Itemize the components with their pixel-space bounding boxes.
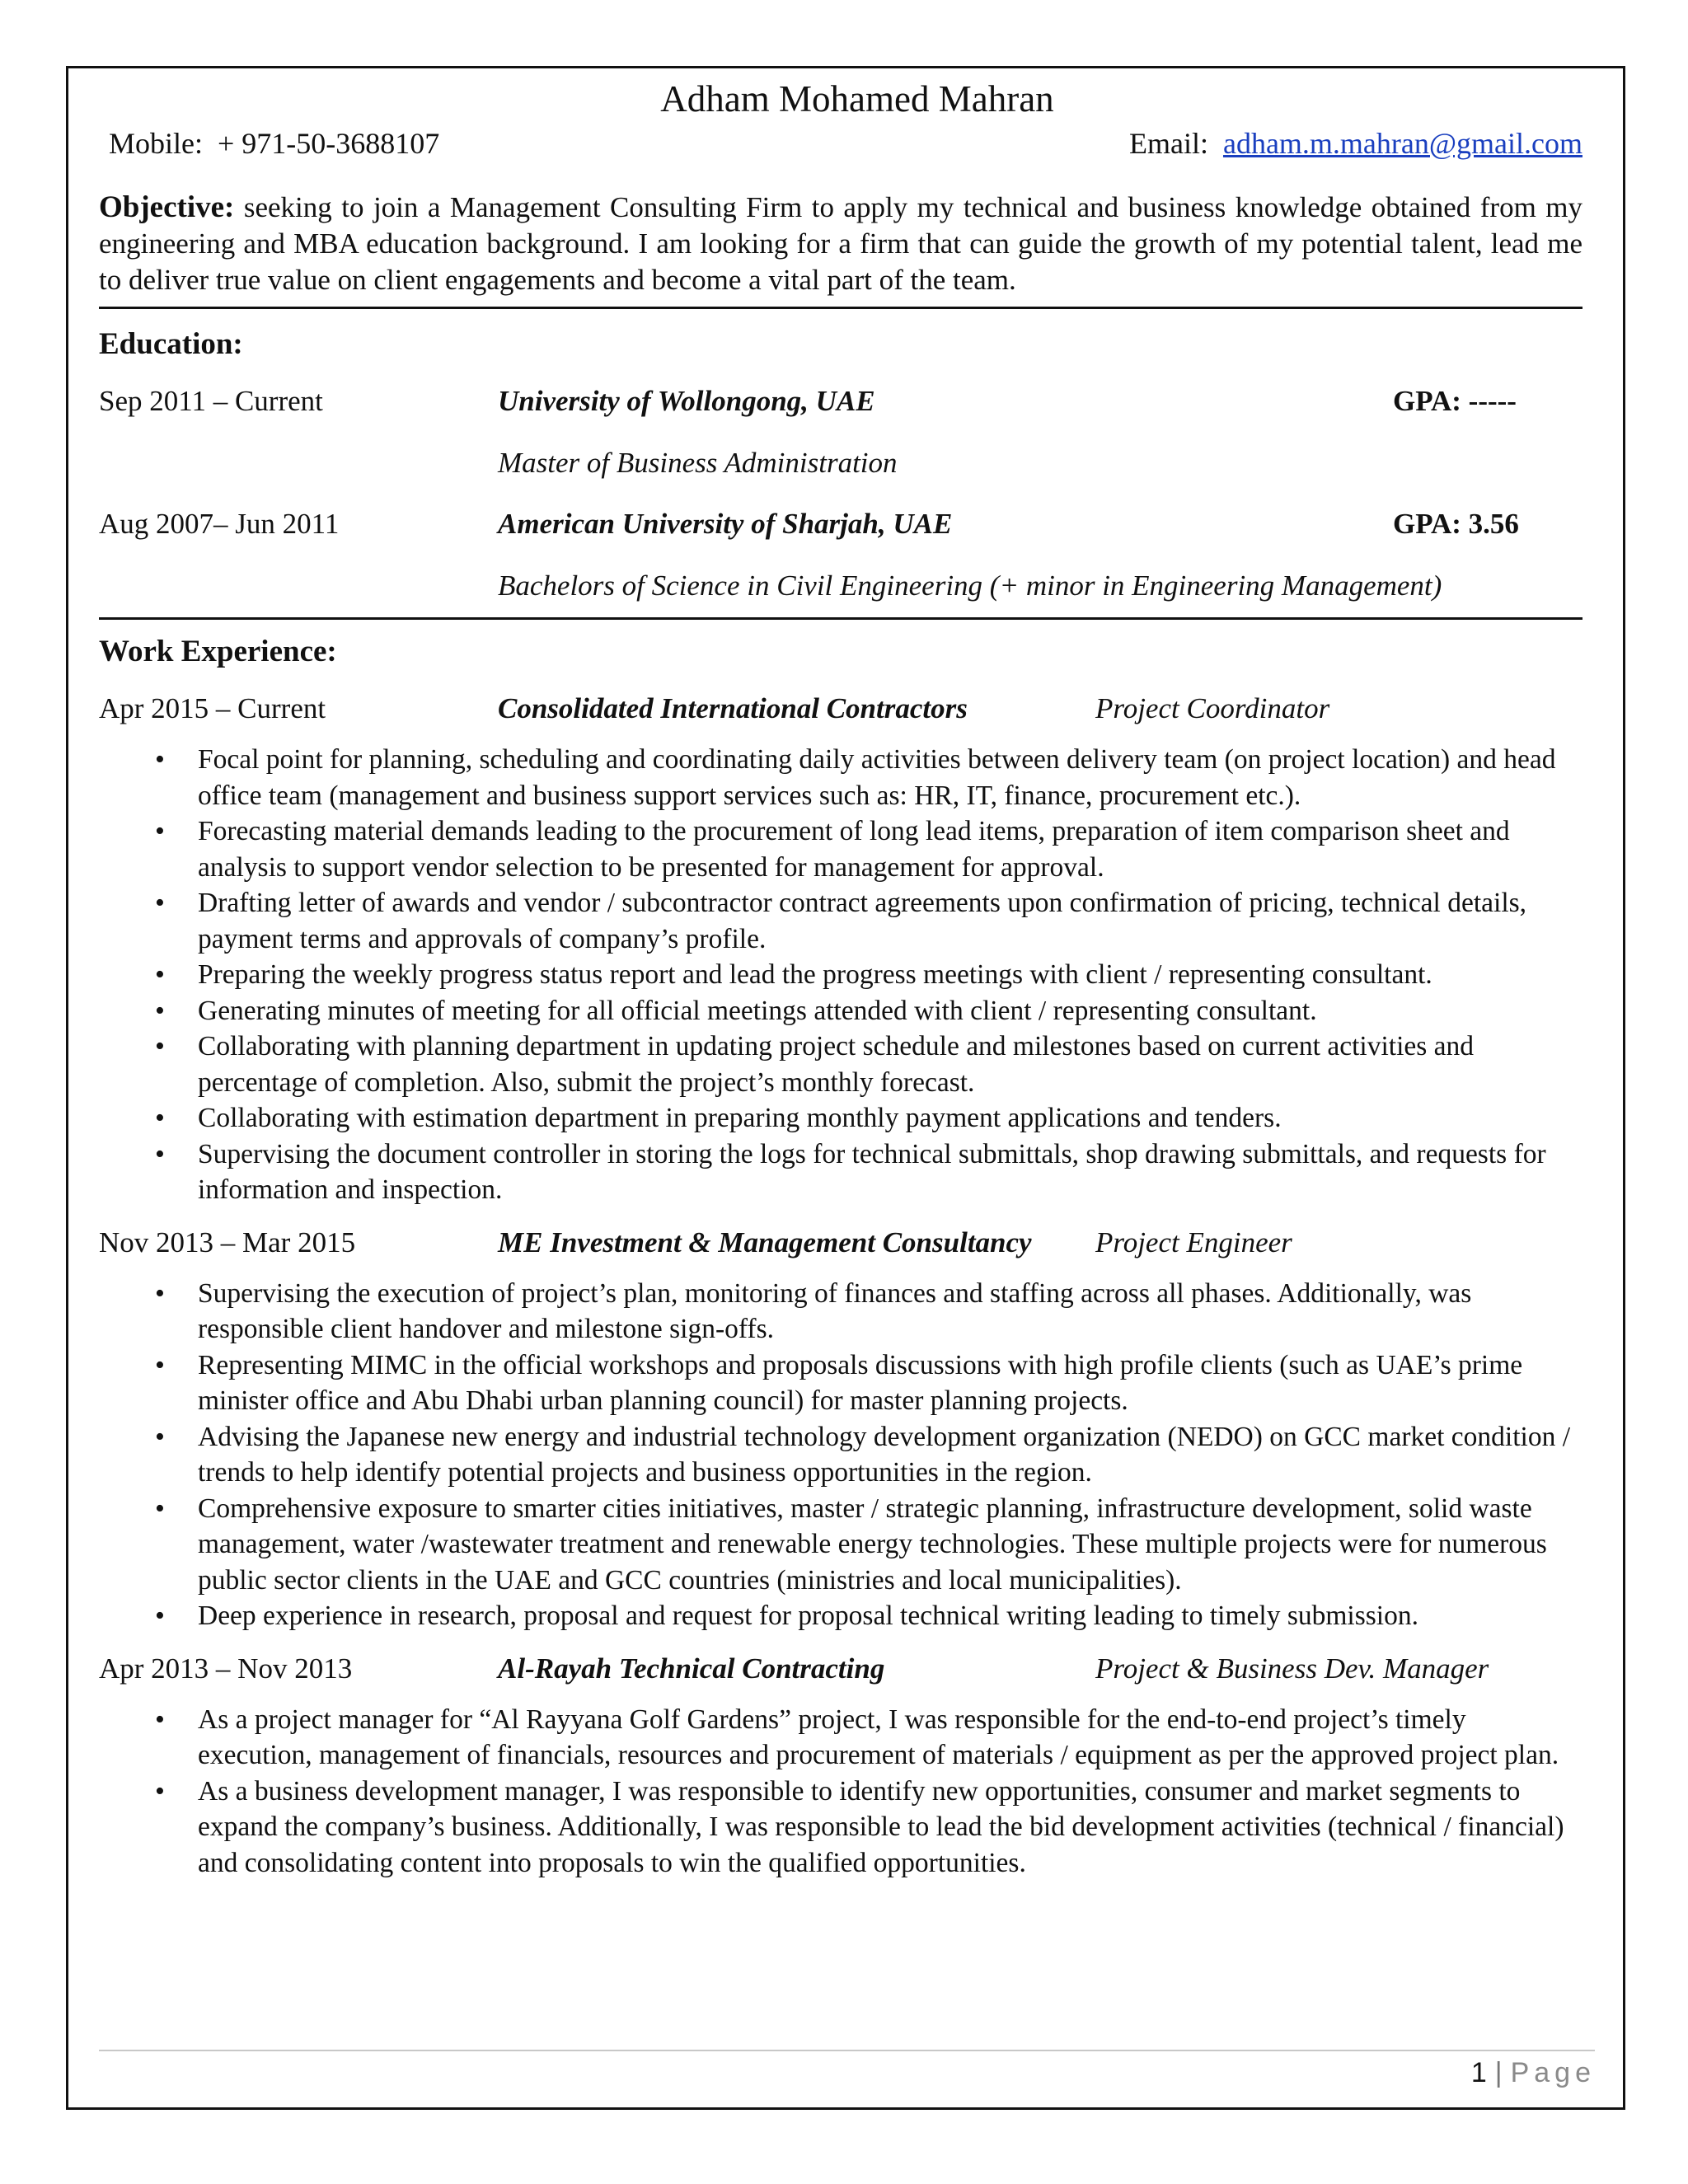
education-entry [99,383,1582,481]
bullet-item: • Collaborating with planning department in updating project schedule and milestones based on current activities and percentage of completion. Also, submit the project’s monthly forecast. [198,1029,1582,1100]
footer-divider [99,2050,1595,2051]
resume-content [99,74,1582,1881]
bullet-item: • Representing MIMC in the official workshops and proposals discussions with high profile clients (such as UAE’s prime minister office and Abu Dhabi urban planning council) for master planning projects. [198,1347,1582,1419]
bullet-item: • Comprehensive exposure to smarter cities initiatives, master / strategic planning, infrastructure development, solid waste management, water /wastewater treatment and renewable energy technologies. These multiple projects were for numerous public sector clients in the UAE and GCC countries (ministries and local municipalities). [198,1491,1582,1599]
section-divider [99,307,1582,309]
job-bullets [99,1702,1582,1882]
bullet-item: • Advising the Japanese new energy and industrial technology development organization (NEDO) on GCC market condition / trends to help identify potential projects and business opportunities in the region. [198,1419,1582,1491]
job-bullets [99,1276,1582,1634]
email-link[interactable]: adham.m.mahran@gmail.com [1222,127,1582,160]
objective-label: Objective: [99,190,235,224]
education-gpa: GPA: 3.56 [1393,508,1519,540]
objective-paragraph [99,190,1582,298]
education-institution: American University of Sharjah, UAE [498,508,953,540]
mobile-block [109,124,439,163]
job-date: Apr 2013 – Nov 2013 [99,1652,353,1685]
candidate-name: Adham Mohamed Mahran [660,78,1054,120]
job-date: Nov 2013 – Mar 2015 [99,1226,356,1258]
education-gpa: GPA: ----- [1393,385,1517,417]
bullet-item: • Drafting letter of awards and vendor / subcontractor contract agreements upon confirmation of pricing, technical details, payment terms and approvals of company’s profile. [198,885,1582,957]
bullet-item: • As a project manager for “Al Rayyana Golf Gardens” project, I was responsible for the end-to-end project’s timely execution, management of financials, resources and procurement of materials / equipment as per the approved project plan. [198,1702,1582,1774]
education-date: Aug 2007– Jun 2011 [99,508,340,540]
education-institution: University of Wollongong, UAE [498,385,875,417]
job-role: Project Engineer [1095,1226,1292,1258]
bullet-item: • Collaborating with estimation department in preparing monthly payment applications and tenders. [198,1100,1582,1137]
mobile-label: Mobile: [109,127,203,160]
education-degree: Bachelors of Science in Civil Engineering (+ minor in Engineering Management) [498,569,1442,602]
mobile-number: + 971-50-3688107 [218,127,440,160]
education-heading: Education: [99,327,243,361]
bullet-item: • Generating minutes of meeting for all official meetings attended with client / representing consultant. [198,993,1582,1029]
job-company: Consolidated International Contractors [498,692,968,724]
page-footer [1471,2054,1596,2092]
work-experience-heading: Work Experience: [99,635,337,668]
bullet-item: • Focal point for planning, scheduling and coordinating daily activities between delivery team (on project location) and head office team (management and business support services such as: HR, IT, finance, procurement etc.). [198,742,1582,813]
email-label: Email: [1128,127,1208,160]
job-role: Project Coordinator [1095,692,1330,724]
page-word: Page [1510,2057,1596,2088]
job-date: Apr 2015 – Current [99,692,326,724]
page-number: 1 [1470,2057,1487,2088]
job-entry [99,691,1582,1208]
job-role: Project & Business Dev. Manager [1095,1652,1489,1685]
job-entry [99,1651,1582,1882]
education-entry [99,506,1582,604]
contact-line [99,124,1582,163]
bullet-item: • Preparing the weekly progress status report and lead the progress meetings with client / representing consultant. [198,957,1582,993]
bullet-item: • Deep experience in research, proposal and request for proposal technical writing leading to timely submission. [198,1598,1582,1634]
job-company: Al-Rayah Technical Contracting [498,1652,885,1685]
section-divider [99,617,1582,620]
job-bullets [99,742,1582,1208]
footer-separator: | [1494,2057,1503,2088]
education-date: Sep 2011 – Current [99,385,323,417]
job-company: ME Investment & Management Consultancy [498,1226,1032,1258]
bullet-item: • As a business development manager, I was responsible to identify new opportunities, consumer and market segments to expand the company’s business. Additionally, I was responsible to lead the bid development activities (technical / financial) and consolidating content into proposals to win the qualified opportunities. [198,1774,1582,1882]
bullet-item: • Supervising the execution of project’s plan, monitoring of finances and staffing across all phases. Additionally, was responsible client handover and milestone sign-offs. [198,1276,1582,1347]
education-degree: Master of Business Administration [498,447,898,479]
email-block [1129,124,1582,163]
objective-text: seeking to join a Management Consulting Firm to apply my technical and business knowledge obtained from my engineering and MBA education background. I am looking for a firm that can guide the growth of my potential talent, lead me to deliver true value on client engagements and become a vital part of the team. [99,191,1583,296]
job-entry [99,1225,1582,1634]
bullet-item: • Supervising the document controller in storing the logs for technical submittals, shop drawing submittals, and requests for information and inspection. [198,1137,1582,1208]
bullet-item: • Forecasting material demands leading to the procurement of long lead items, preparation of item comparison sheet and analysis to support vendor selection to be presented for management for approval. [198,813,1582,885]
